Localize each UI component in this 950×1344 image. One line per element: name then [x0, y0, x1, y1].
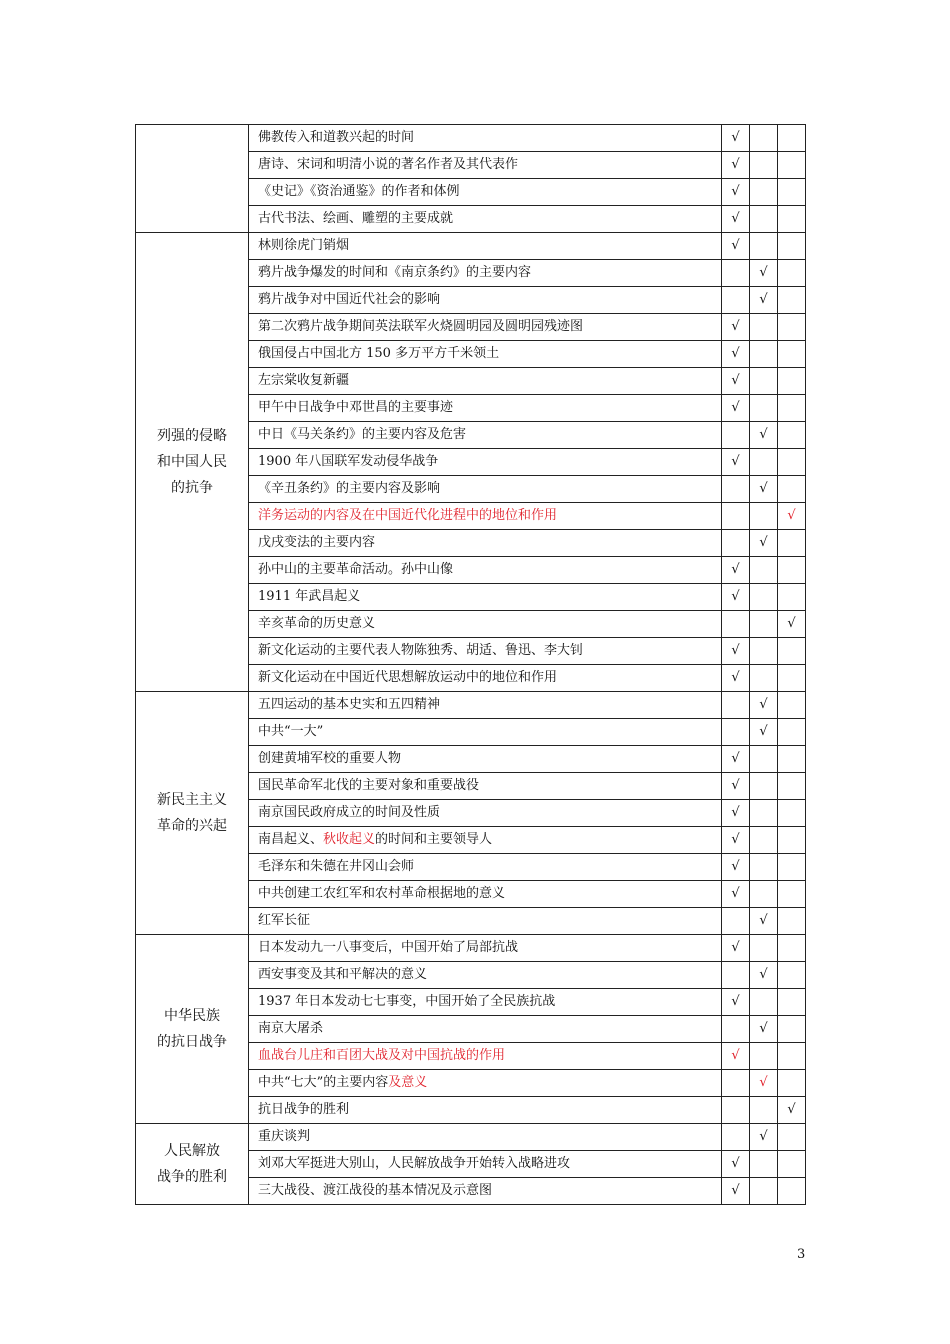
table-row [136, 935, 806, 962]
level-2-cell [750, 503, 778, 530]
level-1-cell [722, 503, 750, 530]
level-2-cell [750, 935, 778, 962]
check-mark-icon: √ [759, 697, 768, 712]
item-text: 三大战役、渡江战役的基本情况及示意图 [258, 1183, 493, 1198]
level-2-cell [750, 665, 778, 692]
level-3-cell [778, 152, 806, 179]
item-text: 唐诗、宋词和明清小说的著名作者及其代表作 [258, 157, 519, 172]
content-cell [249, 179, 722, 206]
check-mark-icon: √ [731, 1156, 740, 1171]
level-1-cell [722, 1097, 750, 1124]
level-2-cell [750, 476, 778, 503]
level-1-cell [722, 827, 750, 854]
item-text: 第二次鸦片战争期间英法联军火烧圆明园及圆明园残迹图 [258, 319, 584, 334]
level-1-cell [722, 989, 750, 1016]
item-text: 毛泽东和朱德在井冈山会师 [258, 859, 415, 874]
level-1-cell [722, 125, 750, 152]
content-cell [249, 638, 722, 665]
item-text: 1911 年武昌起义 [258, 589, 361, 604]
check-mark-icon: √ [731, 805, 740, 820]
level-2-cell [750, 692, 778, 719]
level-3-cell [778, 692, 806, 719]
content-cell [249, 665, 722, 692]
level-1-cell [722, 1178, 750, 1205]
level-3-cell [778, 233, 806, 260]
level-3-cell [778, 989, 806, 1016]
check-mark-icon: √ [759, 1129, 768, 1144]
content-cell [249, 449, 722, 476]
level-2-cell [750, 1124, 778, 1151]
level-2-cell [750, 746, 778, 773]
item-text: 《辛丑条约》的主要内容及影响 [258, 481, 441, 496]
level-1-cell [722, 908, 750, 935]
content-cell [249, 854, 722, 881]
level-2-cell [750, 800, 778, 827]
item-text: 佛教传入和道教兴起的时间 [258, 130, 415, 145]
item-text: 孙中山的主要革命活动。孙中山像 [258, 562, 454, 577]
check-mark-icon: √ [731, 643, 740, 658]
check-mark-icon: √ [759, 724, 768, 739]
content-cell [249, 287, 722, 314]
check-mark-icon: √ [731, 562, 740, 577]
level-2-cell [750, 854, 778, 881]
level-3-cell [778, 422, 806, 449]
level-3-cell [778, 1070, 806, 1097]
level-3-cell [778, 125, 806, 152]
level-1-cell [722, 692, 750, 719]
check-mark-icon: √ [731, 670, 740, 685]
check-mark-icon: √ [731, 319, 740, 334]
level-3-cell [778, 800, 806, 827]
category-label: 和中国人民 [157, 454, 227, 470]
item-text: 中共“七大”的主要内容 [258, 1075, 389, 1090]
content-cell [249, 395, 722, 422]
content-cell [249, 260, 722, 287]
check-mark-icon: √ [759, 265, 768, 280]
item-text: 五四运动的基本史实和五四精神 [258, 697, 441, 712]
category-cell [136, 125, 249, 233]
item-text: 中日《马关条约》的主要内容及危害 [258, 427, 467, 442]
level-3-cell [778, 665, 806, 692]
level-2-cell [750, 1097, 778, 1124]
level-3-cell [778, 1151, 806, 1178]
level-2-cell [750, 395, 778, 422]
content-cell [249, 1070, 722, 1097]
level-3-cell [778, 395, 806, 422]
highlighted-text: 秋收起义 [323, 832, 376, 847]
level-2-cell [750, 179, 778, 206]
check-mark-icon: √ [731, 1183, 740, 1198]
level-2-cell [750, 233, 778, 260]
check-mark-icon: √ [731, 994, 740, 1009]
highlighted-text: 洋务运动的内容及在中国近代化进程中的地位和作用 [258, 508, 558, 523]
category-label: 新民主主义 [157, 792, 227, 808]
item-text: 重庆谈判 [258, 1129, 311, 1144]
table-row [136, 692, 806, 719]
level-2-cell [750, 638, 778, 665]
level-1-cell [722, 746, 750, 773]
check-mark-icon: √ [759, 481, 768, 496]
level-2-cell [750, 827, 778, 854]
check-mark-icon: √ [759, 967, 768, 982]
level-3-cell [778, 881, 806, 908]
check-mark-icon: √ [731, 886, 740, 901]
level-1-cell [722, 179, 750, 206]
category-label: 革命的兴起 [157, 818, 227, 834]
level-3-cell [778, 638, 806, 665]
level-1-cell [722, 395, 750, 422]
level-1-cell [722, 1151, 750, 1178]
level-1-cell [722, 152, 750, 179]
level-2-cell [750, 773, 778, 800]
check-mark-icon: √ [759, 427, 768, 442]
content-cell [249, 125, 722, 152]
level-3-cell [778, 827, 806, 854]
level-2-cell [750, 341, 778, 368]
check-mark-icon: √ [731, 751, 740, 766]
level-3-cell [778, 287, 806, 314]
level-1-cell [722, 935, 750, 962]
level-1-cell [722, 1043, 750, 1070]
item-text: 辛亥革命的历史意义 [258, 616, 376, 631]
content-cell [249, 1178, 722, 1205]
item-text: 鸦片战争对中国近代社会的影响 [258, 292, 441, 307]
level-1-cell [722, 422, 750, 449]
item-text: 的时间和主要领导人 [375, 832, 493, 847]
level-3-cell [778, 314, 806, 341]
content-cell [249, 422, 722, 449]
level-3-cell [778, 1124, 806, 1151]
item-text: 俄国侵占中国北方 150 多万平方千米领土 [258, 346, 500, 361]
content-cell [249, 1097, 722, 1124]
level-1-cell [722, 368, 750, 395]
item-text: 创建黄埔军校的重要人物 [258, 751, 402, 766]
level-1-cell [722, 665, 750, 692]
item-text: 林则徐虎门销烟 [258, 238, 350, 253]
check-mark-icon: √ [731, 373, 740, 388]
check-mark-icon: √ [787, 616, 796, 631]
check-mark-icon: √ [759, 1021, 768, 1036]
level-2-cell [750, 908, 778, 935]
level-3-cell [778, 557, 806, 584]
level-3-cell [778, 611, 806, 638]
check-mark-icon: √ [731, 184, 740, 199]
level-1-cell [722, 1016, 750, 1043]
level-2-cell [750, 1043, 778, 1070]
check-mark-icon: √ [759, 292, 768, 307]
level-1-cell [722, 314, 750, 341]
level-1-cell [722, 206, 750, 233]
level-2-cell [750, 962, 778, 989]
level-2-cell [750, 125, 778, 152]
content-cell [249, 827, 722, 854]
level-1-cell [722, 287, 750, 314]
category-cell [136, 935, 249, 1124]
level-1-cell [722, 800, 750, 827]
level-3-cell [778, 368, 806, 395]
level-3-cell [778, 449, 806, 476]
level-3-cell [778, 962, 806, 989]
level-2-cell [750, 719, 778, 746]
category-label: 中华民族 [164, 1008, 220, 1024]
level-2-cell [750, 449, 778, 476]
level-3-cell [778, 854, 806, 881]
level-1-cell [722, 557, 750, 584]
category-label: 列强的侵略 [157, 428, 227, 444]
level-1-cell [722, 854, 750, 881]
level-2-cell [750, 206, 778, 233]
content-cell [249, 530, 722, 557]
check-mark-icon: √ [731, 832, 740, 847]
content-cell [249, 746, 722, 773]
item-text: 1900 年八国联军发动侵华战争 [258, 454, 439, 469]
level-2-cell [750, 1178, 778, 1205]
level-1-cell [722, 638, 750, 665]
content-cell [249, 692, 722, 719]
item-text: 左宗棠收复新疆 [258, 373, 350, 388]
item-text: 南昌起义、 [258, 832, 324, 847]
content-cell [249, 773, 722, 800]
table-row [136, 233, 806, 260]
item-text: 南京大屠杀 [258, 1021, 324, 1036]
level-1-cell [722, 584, 750, 611]
item-text: 《史记》《资治通鉴》的作者和体例 [258, 184, 460, 199]
content-cell [249, 233, 722, 260]
level-1-cell [722, 1124, 750, 1151]
content-cell [249, 152, 722, 179]
content-cell [249, 935, 722, 962]
level-2-cell [750, 989, 778, 1016]
item-text: 鸦片战争爆发的时间和《南京条约》的主要内容 [258, 265, 532, 280]
item-text: 红军长征 [258, 913, 311, 928]
level-1-cell [722, 962, 750, 989]
item-text: 1937 年日本发动七七事变，中国开始了全民族抗战 [258, 994, 556, 1009]
check-mark-icon: √ [731, 589, 740, 604]
level-3-cell [778, 206, 806, 233]
item-text: 抗日战争的胜利 [258, 1102, 350, 1117]
check-mark-icon: √ [731, 400, 740, 415]
level-2-cell [750, 422, 778, 449]
syllabus-table [135, 124, 806, 1205]
table-row [136, 1124, 806, 1151]
category-label: 战争的胜利 [157, 1169, 227, 1185]
check-mark-icon: √ [759, 1075, 768, 1090]
content-cell [249, 800, 722, 827]
item-text: 新文化运动在中国近代思想解放运动中的地位和作用 [258, 670, 558, 685]
content-cell [249, 719, 722, 746]
level-2-cell [750, 1070, 778, 1097]
content-cell [249, 368, 722, 395]
content-cell [249, 962, 722, 989]
level-3-cell [778, 1097, 806, 1124]
item-text: 刘邓大军挺进大别山，人民解放战争开始转入战略进攻 [258, 1156, 571, 1171]
check-mark-icon: √ [787, 1102, 796, 1117]
item-text: 戊戌变法的主要内容 [258, 535, 376, 550]
level-1-cell [722, 476, 750, 503]
level-1-cell [722, 260, 750, 287]
level-1-cell [722, 773, 750, 800]
check-mark-icon: √ [731, 454, 740, 469]
level-3-cell [778, 260, 806, 287]
content-cell [249, 341, 722, 368]
check-mark-icon: √ [731, 1048, 740, 1063]
item-text: 古代书法、绘画、雕塑的主要成就 [258, 211, 454, 226]
item-text: 国民革命军北伐的主要对象和重要战役 [258, 778, 480, 793]
level-3-cell [778, 1178, 806, 1205]
level-3-cell [778, 908, 806, 935]
level-2-cell [750, 584, 778, 611]
level-1-cell [722, 530, 750, 557]
item-text: 中共“一大” [258, 724, 324, 739]
check-mark-icon: √ [731, 157, 740, 172]
level-3-cell [778, 584, 806, 611]
content-cell [249, 503, 722, 530]
check-mark-icon: √ [731, 130, 740, 145]
check-mark-icon: √ [787, 508, 796, 523]
page-number: 3 [797, 1247, 806, 1262]
content-cell [249, 1016, 722, 1043]
level-1-cell [722, 611, 750, 638]
highlighted-text: 及意义 [388, 1075, 428, 1090]
category-cell [136, 692, 249, 935]
level-3-cell [778, 476, 806, 503]
content-cell [249, 584, 722, 611]
check-mark-icon: √ [759, 913, 768, 928]
item-text: 南京国民政府成立的时间及性质 [258, 805, 441, 820]
check-mark-icon: √ [759, 535, 768, 550]
content-cell [249, 611, 722, 638]
level-3-cell [778, 530, 806, 557]
level-3-cell [778, 935, 806, 962]
check-mark-icon: √ [731, 940, 740, 955]
category-label: 的抗日战争 [157, 1034, 227, 1050]
level-2-cell [750, 530, 778, 557]
content-cell [249, 557, 722, 584]
category-label: 的抗争 [171, 480, 213, 496]
category-cell [136, 233, 249, 692]
content-cell [249, 1124, 722, 1151]
level-2-cell [750, 881, 778, 908]
level-2-cell [750, 557, 778, 584]
content-cell [249, 908, 722, 935]
level-1-cell [722, 341, 750, 368]
level-2-cell [750, 1016, 778, 1043]
table-row [136, 125, 806, 152]
content-cell [249, 989, 722, 1016]
check-mark-icon: √ [731, 238, 740, 253]
check-mark-icon: √ [731, 859, 740, 874]
item-text: 新文化运动的主要代表人物陈独秀、胡适、鲁迅、李大钊 [258, 643, 584, 658]
level-2-cell [750, 287, 778, 314]
level-3-cell [778, 1043, 806, 1070]
level-1-cell [722, 719, 750, 746]
item-text: 日本发动九一八事变后，中国开始了局部抗战 [258, 940, 519, 955]
content-cell [249, 1151, 722, 1178]
check-mark-icon: √ [731, 346, 740, 361]
category-label: 人民解放 [164, 1143, 220, 1159]
level-2-cell [750, 611, 778, 638]
content-cell [249, 1043, 722, 1070]
level-2-cell [750, 368, 778, 395]
table-body [136, 125, 806, 1205]
level-3-cell [778, 341, 806, 368]
level-3-cell [778, 773, 806, 800]
level-3-cell [778, 1016, 806, 1043]
item-text: 甲午中日战争中邓世昌的主要事迹 [258, 400, 454, 415]
level-1-cell [722, 449, 750, 476]
level-3-cell [778, 503, 806, 530]
highlighted-text: 血战台儿庄和百团大战及对中国抗战的作用 [258, 1048, 506, 1063]
check-mark-icon: √ [731, 211, 740, 226]
category-cell [136, 1124, 249, 1205]
level-3-cell [778, 179, 806, 206]
level-2-cell [750, 152, 778, 179]
content-cell [249, 476, 722, 503]
content-cell [249, 881, 722, 908]
content-cell [249, 206, 722, 233]
content-cell [249, 314, 722, 341]
item-text: 中共创建工农红军和农村革命根据地的意义 [258, 886, 506, 901]
item-text: 西安事变及其和平解决的意义 [258, 967, 428, 982]
level-2-cell [750, 260, 778, 287]
level-1-cell [722, 1070, 750, 1097]
level-1-cell [722, 881, 750, 908]
level-3-cell [778, 746, 806, 773]
level-2-cell [750, 314, 778, 341]
level-2-cell [750, 1151, 778, 1178]
check-mark-icon: √ [731, 778, 740, 793]
level-1-cell [722, 233, 750, 260]
level-3-cell [778, 719, 806, 746]
